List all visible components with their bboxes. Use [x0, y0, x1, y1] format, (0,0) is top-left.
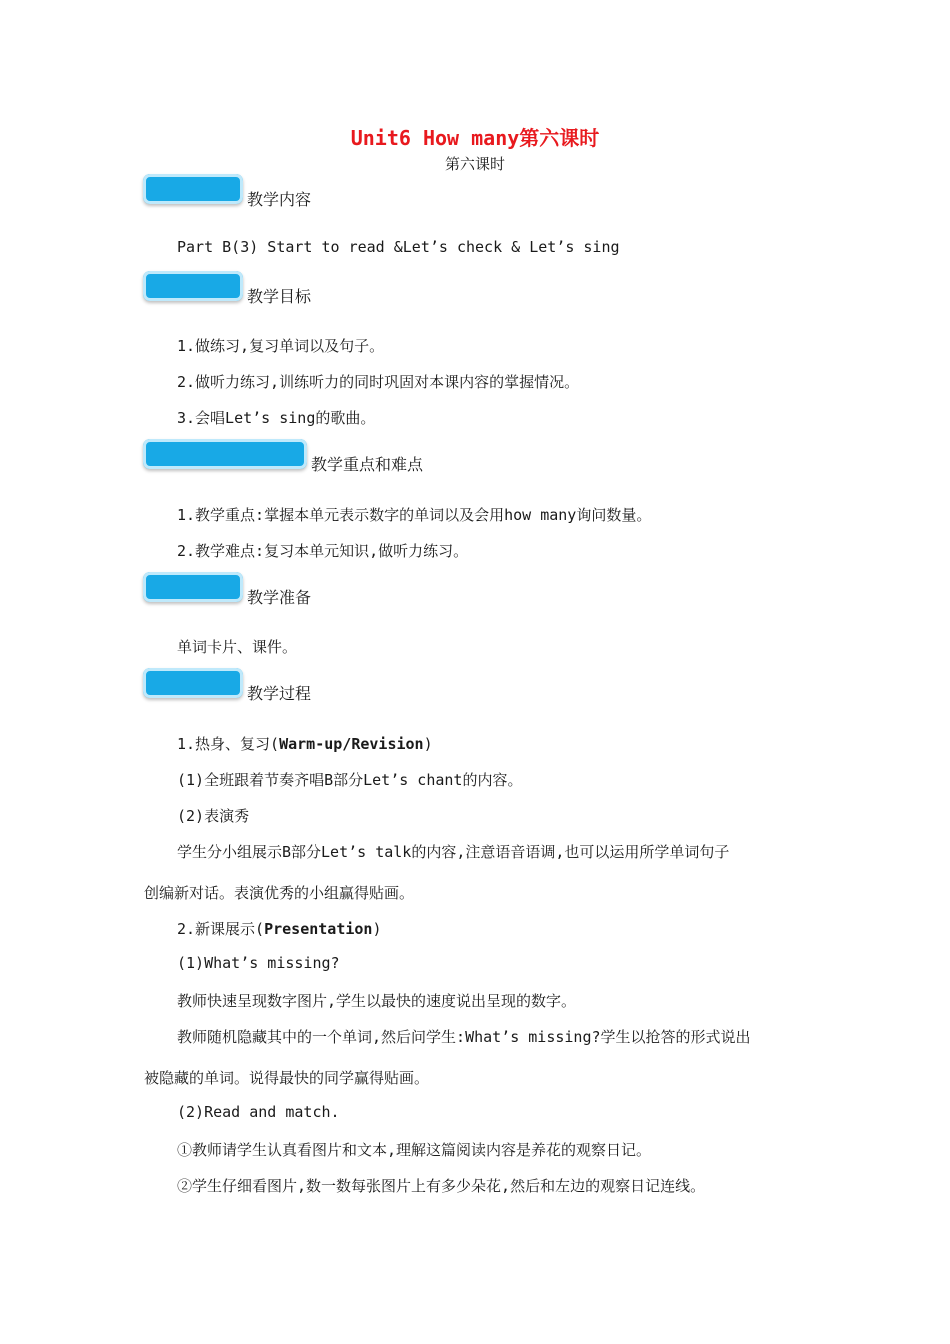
document-subtitle: 第六课时: [444, 155, 505, 173]
process-step-1: [177, 733, 433, 754]
process-text: ②学生仔细看图片,数一数每张图片上有多少朵花,然后和左边的观察日记连线。: [177, 1177, 706, 1195]
content-part: Part B(3) Start to read &Let’s check & Let’s sing: [177, 238, 620, 256]
step-number: 2.新课展示(: [177, 920, 265, 938]
process-text: (1)全班跟着节奏齐唱B部分Let’s chant的内容。: [177, 771, 523, 789]
process-text: (1)What’s missing?: [177, 954, 340, 972]
process-text: (2)表演秀: [177, 807, 250, 825]
goal-item: 3.会唱Let’s sing的歌曲。: [177, 409, 376, 427]
step-name: Warm-up/Revision: [279, 735, 424, 753]
process-text: 创编新对话。表演优秀的小组赢得贴画。: [144, 884, 415, 902]
process-text: ①教师请学生认真看图片和文本,理解这篇阅读内容是养花的观察日记。: [177, 1141, 652, 1159]
section-label: 教学目标: [247, 287, 312, 306]
section-bar: [143, 174, 243, 204]
step-close: ): [372, 920, 382, 938]
section-label: 教学内容: [247, 190, 312, 209]
goal-item: 2.做听力练习,训练听力的同时巩固对本课内容的掌握情况。: [177, 373, 580, 391]
process-step-2: [177, 918, 382, 939]
section-label: 教学重点和难点: [311, 455, 424, 474]
step-name: Presentation: [264, 920, 373, 938]
process-text: (2)Read and match.: [177, 1103, 340, 1121]
step-close: ): [423, 735, 433, 753]
section-bar: [143, 668, 243, 698]
section-bar: [143, 439, 307, 469]
process-text: 被隐藏的单词。说得最快的同学赢得贴画。: [144, 1069, 430, 1087]
section-bar: [143, 572, 243, 602]
section-label: 教学准备: [247, 588, 312, 607]
process-text: 教师随机隐藏其中的一个单词,然后问学生:What’s missing?学生以抢答的形式说出: [177, 1028, 751, 1046]
process-text: 教师快速呈现数字图片,学生以最快的速度说出呈现的数字。: [177, 992, 577, 1010]
process-text: 学生分小组展示B部分Let’s talk的内容,注意语音语调,也可以运用所学单词句子: [177, 843, 730, 861]
key-point-item: 1.教学重点:掌握本单元表示数字的单词以及会用how many询问数量。: [177, 506, 652, 524]
document-title: Unit6 How many第六课时: [350, 126, 600, 150]
section-label: 教学过程: [247, 684, 312, 703]
step-number: 1.热身、复习(: [177, 735, 280, 753]
key-point-item: 2.教学难点:复习本单元知识,做听力练习。: [177, 542, 469, 560]
section-bar: [143, 271, 243, 301]
goal-item: 1.做练习,复习单词以及句子。: [177, 337, 385, 355]
prep-text: 单词卡片、课件。: [177, 638, 298, 656]
